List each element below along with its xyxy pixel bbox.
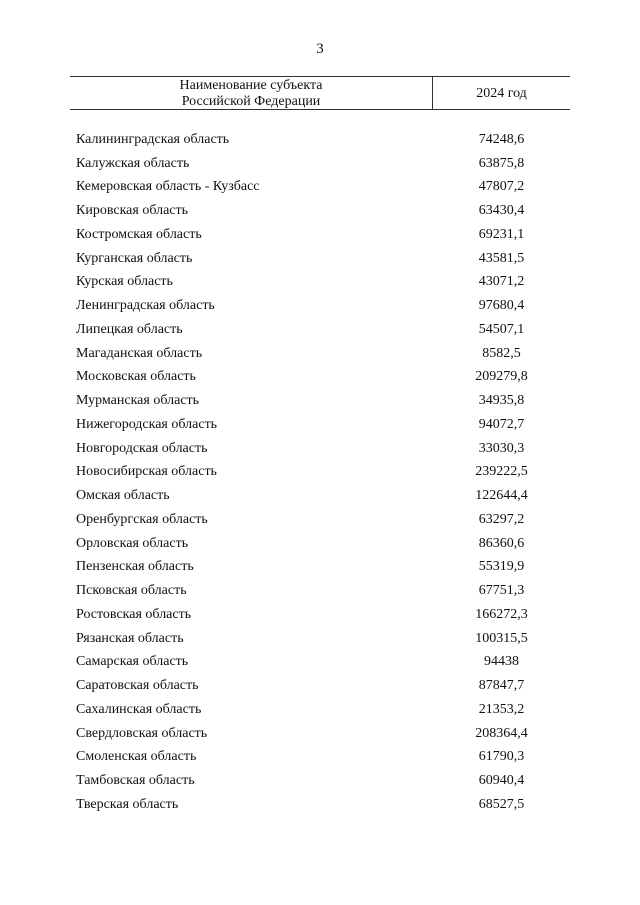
- subject-name-cell: Тамбовская область: [76, 773, 195, 789]
- table-row: [76, 318, 570, 342]
- year-value-cell: 239222,5: [475, 464, 528, 480]
- page-number: 3: [316, 41, 324, 57]
- subject-name-cell: Орловская область: [76, 535, 189, 551]
- subject-name-cell: Сахалинская область: [76, 701, 202, 717]
- year-value-cell: 122644,4: [475, 488, 528, 504]
- table-row: [76, 223, 570, 247]
- table-row: [76, 128, 570, 152]
- table-body: [76, 128, 570, 817]
- year-value-cell: 209279,8: [475, 369, 528, 385]
- year-value-cell: 69231,1: [478, 226, 525, 242]
- table-row: [76, 508, 570, 532]
- year-value-cell: 94438: [484, 654, 519, 670]
- subject-name-cell: Рязанская область: [76, 630, 184, 646]
- year-value-cell: 166272,3: [475, 606, 528, 622]
- table-row: [76, 722, 570, 746]
- year-value-cell: 94072,7: [478, 416, 525, 432]
- year-value-cell: 43581,5: [478, 250, 525, 266]
- column-header-subject-line1: Наименование субъекта: [179, 78, 323, 93]
- subject-name-cell: Московская область: [76, 369, 196, 385]
- subject-name-cell: Ленинградская область: [76, 298, 215, 314]
- table-row: [76, 366, 570, 390]
- subject-name-cell: Калининградская область: [76, 131, 230, 147]
- subject-name-cell: Новгородская область: [76, 440, 208, 456]
- table-row: [76, 603, 570, 627]
- subject-name-cell: Нижегородская область: [76, 416, 218, 432]
- table-row: [76, 746, 570, 770]
- year-value-cell: 67751,3: [478, 583, 525, 599]
- table-row: [76, 627, 570, 651]
- year-value-cell: 97680,4: [478, 298, 525, 314]
- subject-name-cell: Омская область: [76, 488, 170, 504]
- table-row: [76, 176, 570, 200]
- subject-name-cell: Оренбургская область: [76, 511, 208, 527]
- table-row: [76, 793, 570, 817]
- subject-name-cell: Костромская область: [76, 226, 202, 242]
- year-value-cell: 87847,7: [478, 678, 525, 694]
- subject-name-cell: Новосибирская область: [76, 464, 217, 480]
- year-value-cell: 34935,8: [478, 393, 525, 409]
- subject-name-cell: Магаданская область: [76, 345, 203, 361]
- table-row: [76, 389, 570, 413]
- table-row: [76, 579, 570, 603]
- table-row: [76, 651, 570, 675]
- table-row: [76, 437, 570, 461]
- year-value-cell: 68527,5: [478, 796, 525, 812]
- year-value-cell: 208364,4: [475, 725, 528, 741]
- subject-name-cell: Кировская область: [76, 203, 189, 219]
- table-row: [76, 247, 570, 271]
- table-row: [76, 199, 570, 223]
- table-row: [76, 461, 570, 485]
- year-value-cell: 63875,8: [478, 155, 525, 171]
- year-value-cell: 60940,4: [478, 773, 525, 789]
- table-row: [76, 769, 570, 793]
- subject-name-cell: Свердловская область: [76, 725, 208, 741]
- subject-name-cell: Курганская область: [76, 250, 193, 266]
- year-value-cell: 63430,4: [478, 203, 525, 219]
- subject-name-cell: Пензенская область: [76, 559, 194, 575]
- table-row: [76, 484, 570, 508]
- subject-name-cell: Псковская область: [76, 583, 187, 599]
- column-header-subject: [70, 77, 433, 109]
- year-value-cell: 43071,2: [478, 274, 525, 290]
- column-header-subject-line2: Российской Федерации: [181, 94, 321, 109]
- subject-name-cell: Липецкая область: [76, 321, 183, 337]
- subject-name-cell: Кемеровская область - Кузбасс: [76, 179, 260, 195]
- table-row: [76, 271, 570, 295]
- table-row: [76, 674, 570, 698]
- subject-name-cell: Мурманская область: [76, 393, 200, 409]
- table-header: [70, 76, 570, 110]
- subject-name-cell: Самарская область: [76, 654, 189, 670]
- table-row: [76, 152, 570, 176]
- subject-name-cell: Курская область: [76, 274, 173, 290]
- table-row: [76, 342, 570, 366]
- column-header-year: 2024 год: [476, 86, 527, 101]
- year-value-cell: 33030,3: [478, 440, 525, 456]
- subject-name-cell: Саратовская область: [76, 678, 199, 694]
- table-row: [76, 413, 570, 437]
- year-value-cell: 8582,5: [482, 345, 521, 361]
- table-row: [76, 532, 570, 556]
- year-value-cell: 54507,1: [478, 321, 525, 337]
- year-value-cell: 55319,9: [478, 559, 525, 575]
- year-value-cell: 21353,2: [478, 701, 525, 717]
- subject-name-cell: Тверская область: [76, 796, 179, 812]
- subject-name-cell: Ростовская область: [76, 606, 192, 622]
- subject-name-cell: Смоленская область: [76, 749, 197, 765]
- subject-name-cell: Калужская область: [76, 155, 190, 171]
- table-row: [76, 556, 570, 580]
- table-row: [76, 294, 570, 318]
- year-value-cell: 63297,2: [478, 511, 525, 527]
- table-row: [76, 698, 570, 722]
- year-value-cell: 74248,6: [478, 131, 525, 147]
- year-value-cell: 100315,5: [475, 630, 528, 646]
- year-value-cell: 47807,2: [478, 179, 525, 195]
- year-value-cell: 61790,3: [478, 749, 525, 765]
- year-value-cell: 86360,6: [478, 535, 525, 551]
